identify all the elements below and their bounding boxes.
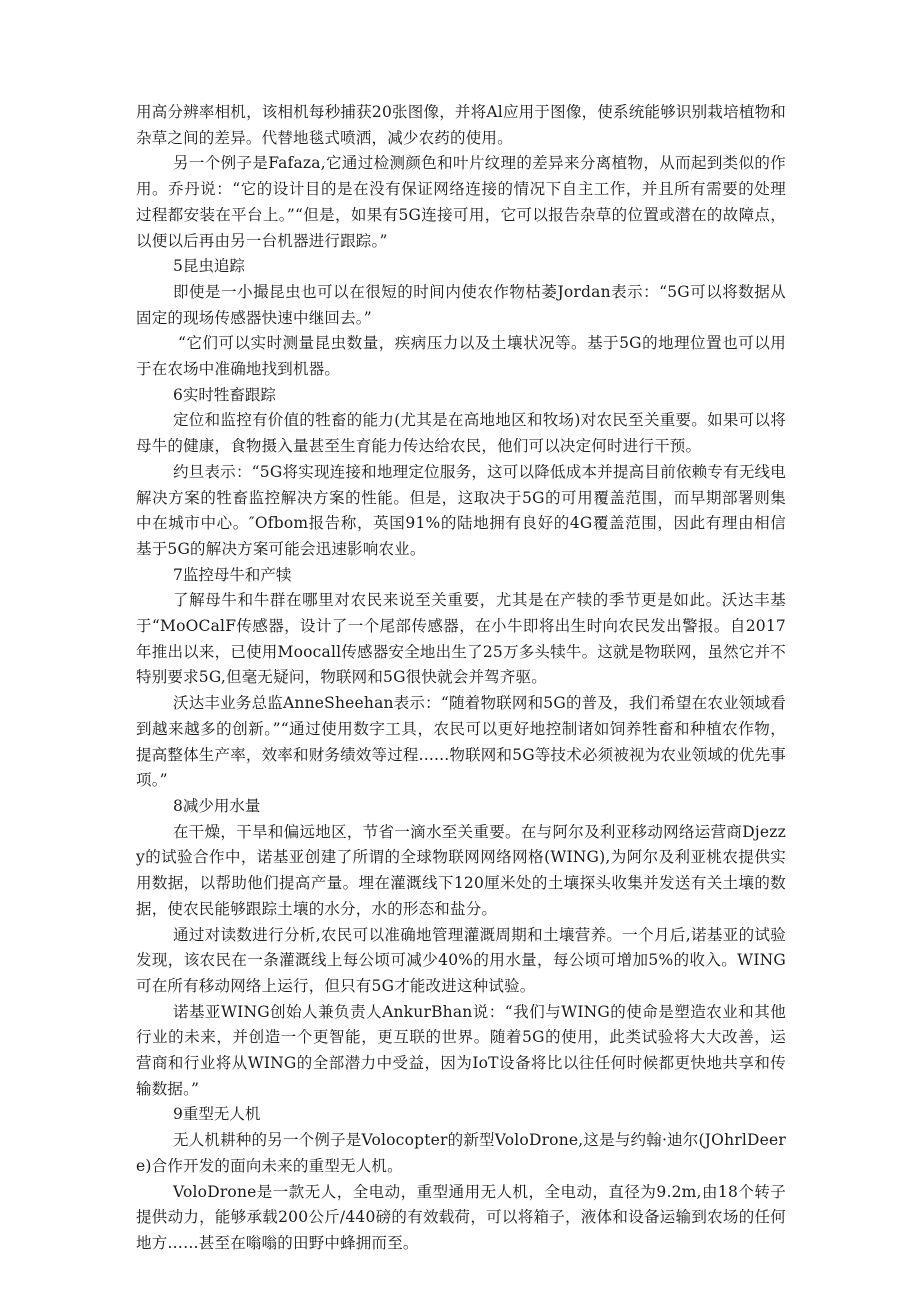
section-heading-livestock-tracking: 6实时牲畜跟踪: [173, 385, 276, 404]
paragraph-insects-intro: 即使是一小撮昆虫也可以在很短的时间内使农作物枯萎Jordan表示：“5G可以将数据从固定的现场传感器快速中继回去。”: [136, 282, 786, 327]
paragraph-camera-ai: 用高分辨率相机，该相机每秒捕获20张图像，并将Al应用于图像，使系统能够识别栽培植物和杂草之间的差异。代替地毯式喷洒，减少农药的使用。: [136, 103, 786, 147]
paragraph-fafaza: 另一个例子是Fafaza,它通过检测颜色和叶片纹理的差异来分离植物，从而起到类似的作用。乔丹说：“它的设计目的是在没有保证网络连接的情况下自主工作，并且所有需要的处理过程都安装在平台上。”“但是，如果有5G连接可用，它可以报告杂草的位置或潜在的故障点，以便以后再由另一台机器进行跟踪。”: [136, 154, 786, 250]
paragraph-volodrone-intro: 无人机耕种的另一个例子是Volocopter的新型VoloDrone,这是与约翰·迪尔(JOhrlDeere)合作开发的面向未来的重型无人机。: [136, 1131, 786, 1175]
paragraph-jordan-5g: 约旦表示：“5G将实现连接和地理定位服务，这可以降低成本并提高目前依赖专有无线电解决方案的牲畜监控解决方案的性能。但是，这取决于5G的可用覆盖范围，而早期部署则集中在城市中心。″Ofbom报告称，英国91%的陆地拥有良好的4G覆盖范围，因此有理由相信基于5G的解决方案可能会迅速影响农业。: [136, 462, 786, 558]
paragraph-insects-quote: “它们可以实时测量昆虫数量，疾病压力以及土壤状况等。基于5G的地理位置也可以用于在农场中准确地找到机器。: [136, 334, 786, 379]
paragraph-moocall: 了解母牛和牛群在哪里对农民来说至关重要，尤其是在产犊的季节更是如此。沃达丰基于“MoOCalF传感器，设计了一个尾部传感器，在小牛即将出生时向农民发出警报。自2017年推出以来，已使用Moocall传感器安全地出生了25万多头犊牛。这就是物联网，虽然它并不特别要求5G,但毫无疑问，物联网和5G很快就会并驾齐驱。: [136, 591, 786, 687]
section-heading-heavy-drones: 9重型无人机: [173, 1105, 261, 1124]
section-heading-water-usage: 8减少用水量: [173, 796, 261, 815]
section-heading-calving: 7监控母牛和产犊: [173, 565, 292, 584]
paragraph-livestock-monitoring: 定位和监控有价值的牲畜的能力(尤其是在高地地区和牧场)对农民至关重要。如果可以将母牛的健康，食物摄入量甚至生育能力传达给农民，他们可以决定何时进行干预。: [136, 411, 786, 456]
section-heading-insect-tracking: 5昆虫追踪: [173, 257, 245, 276]
paragraph-irrigation-results: 通过对读数进行分析,农民可以准确地管理灌溉周期和土壤营养。一个月后,诺基亚的试验发现，该农民在一条灌溉线上每公顷可减少40%的用水量，每公顷可增加5%的收入。WING可在所有移动网络上运行，但只有5G才能改进这种试验。: [136, 925, 786, 995]
paragraph-ankur-bhan-quote: 诺基亚WING创始人兼负责人AnkurBhan说：“我们与WING的使命是塑造农业和其他行业的未来，并创造一个更智能，更互联的世界。随着5G的使用，此类试验将大大改善，运营商和行业将从WING的全部潜力中受益，因为IoT设备将比以往任何时候都更快地共享和传输数据。”: [136, 1002, 786, 1098]
document-page: [136, 100, 786, 1257]
paragraph-vodafone-quote: 沃达丰业务总监AnneSheehan表示：“随着物联网和5G的普及，我们希望在农业领域看到越来越多的创新。”“通过使用数字工具，农民可以更好地控制诸如饲养牲畜和种植农作物，提高整体生产率，效率和财务绩效等过程......物联网和5G等技术必须被视为农业领域的优先事项。”: [136, 694, 787, 790]
paragraph-volodrone-specs: VoloDrone是一款无人，全电动，重型通用无人机，全电动，直径为9.2m,由18个转子提供动力，能够承载200公斤/440磅的有效载荷，可以将箱子，液体和设备运输到农场的任何地方……甚至在嗡嗡的田野中蜂拥而至。: [136, 1182, 786, 1252]
paragraph-nokia-wing: 在干燥，干旱和偏远地区，节省一滴水至关重要。在与阿尔及利亚移动网络运营商Djezzy的试验合作中，诺基亚创建了所谓的全球物联网网络网格(WING),为阿尔及利亚桃农提供实用数据，以帮助他们提高产量。埋在灌溉线下120厘米处的土壤探头收集并发送有关土壤的数据，使农民能够跟踪土壤的水分，水的形态和盐分。: [136, 822, 786, 918]
